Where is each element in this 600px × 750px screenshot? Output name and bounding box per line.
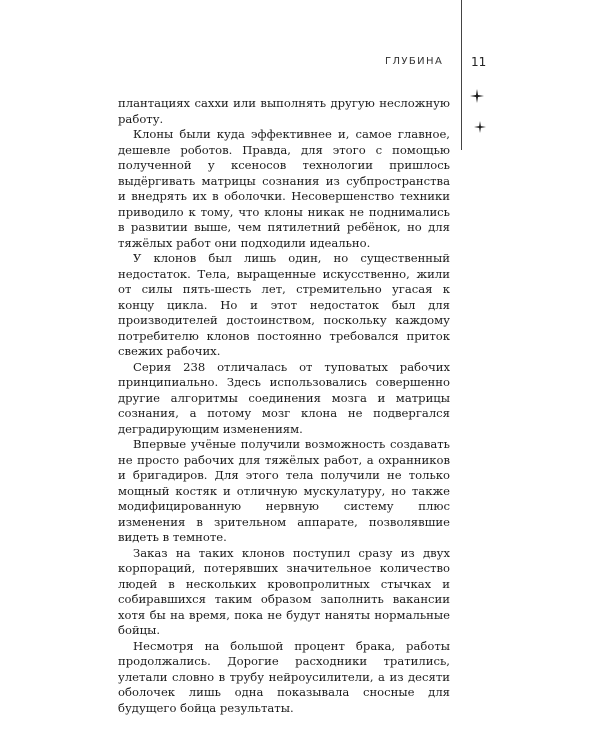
paragraph: Несмотря на большой процент брака, работы продолжались. Дорогие расходники тратились, улетали словно в трубу нейроусилители, а из десяти оболочек лишь одна показывала сносные для будущего бойца результаты. [118,638,450,715]
header-divider-line [461,0,462,150]
paragraph: Впервые учёные получили возможность создавать не просто рабочих для тяжёлых работ, а охранников и бригадиров. Для этого тела получили не только мощный костяк и отличную мускулатуру, но также модифицированную нервную систему плюс изменения в зрительном аппарате, позволявшие видеть в темноте. [118,437,450,544]
page-number: 11 [471,55,487,69]
paragraph: Серия 238 отличалась от туповатых рабочих принципиально. Здесь использовались совершенно другие алгоритмы соединения мозга и матрицы сознания, а потому мозг клона не подвергался деградирующим изменениям. [118,359,450,436]
main-text-column [118,96,450,716]
paragraph: У клонов был лишь один, но существенный недостаток. Тела, выращенные искусственно, жили от силы пять-шесть лет, стремительно угасая к концу цикла. Но и этот недостаток был для производителей достоинством, поскольку каждому потребителю клонов постоянно требовался приток свежих рабочих. [118,251,450,358]
paragraph: Заказ на таких клонов поступил сразу из двух корпораций, потерявших значительное количество людей в нескольких кровопролитных стычках и собиравшихся таким образом заполнить вакансии хотя бы на время, пока не будут наняты нормальные бойцы. [118,545,450,637]
running-head: ГЛУБИНА [385,56,444,67]
paragraph: Клоны были куда эффективнее и, самое главное, дешевле роботов. Правда, для этого с помощью полученной у ксеносов технологии пришлось выдёргивать матрицы сознания из субпространства и внедрять их в оболочки. Несовершенство техники приводило к тому, что клоны никак не поднимались в развитии выше, чем пятилетний ребёнок, но для тяжёлых работ они подходили идеально. [118,127,450,250]
four-point-star-icon [474,121,486,133]
paragraph: плантациях саххи или выполнять другую несложную работу. [118,96,450,126]
four-point-star-icon [470,89,484,103]
